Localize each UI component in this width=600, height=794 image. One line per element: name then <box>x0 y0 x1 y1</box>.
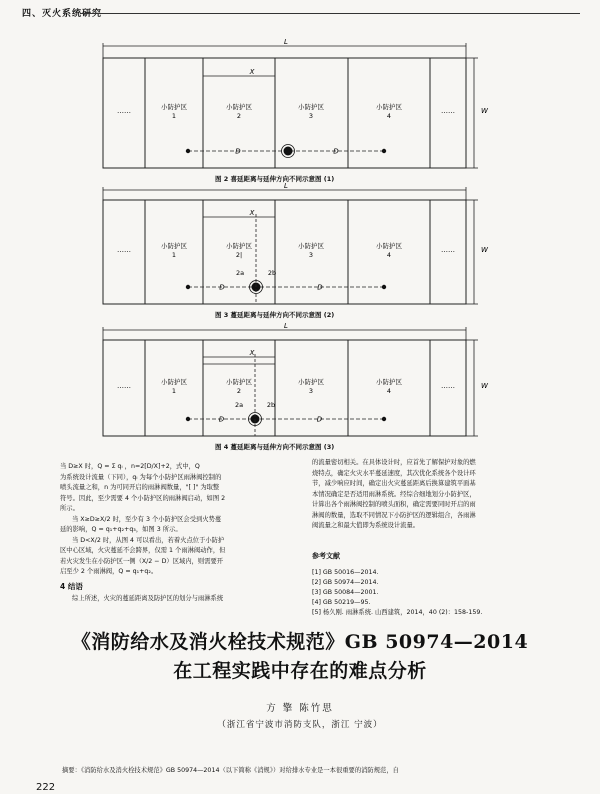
figure-3 <box>103 182 489 304</box>
fire-point-icon <box>284 147 293 156</box>
zone-number: 2 <box>236 112 242 120</box>
figure-4 <box>103 322 489 436</box>
paragraph-line: 当 D<X/2 时，从图 4 可以看出，若着火点位于小防护 <box>72 536 225 544</box>
article-affiliation: （浙江省宁波市消防支队，浙江 宁波） <box>217 720 383 730</box>
left-column-text <box>60 462 305 578</box>
dimension-label-W: W <box>481 107 488 115</box>
paragraph-line: 所示。 <box>60 505 79 512</box>
paragraph-line: 计算出各个雨淋阀控制的喷头面积，确定需要同时开启的雨 <box>312 501 476 508</box>
zone-number: 2 <box>236 387 242 395</box>
dimension-label-X: X <box>249 209 255 217</box>
conclusion-heading: 4 结语 <box>60 582 83 591</box>
distance-label: D <box>218 415 225 424</box>
zone-label: 小防护区 <box>226 103 252 111</box>
sub-zone-label: 2a <box>235 269 245 277</box>
building-outline <box>103 200 466 304</box>
zone-number: 3 <box>308 251 314 259</box>
dimension-label-L: L <box>284 182 288 190</box>
paragraph-line: 阀流量之和最大值即为系统设计流量。 <box>312 522 420 529</box>
paragraph-line: 的流量密切相关。在具体设计时，应首先了解保护对象的燃 <box>312 459 476 466</box>
zone-label: 小防护区 <box>376 242 402 250</box>
dimension-label-L: L <box>284 322 288 330</box>
paragraph-line: 烧特点，确定火灾水平蔓延速度，其次优化系统各个设计环 <box>312 469 476 477</box>
zone-label: 小防护区 <box>226 242 252 250</box>
distance-label: D <box>317 283 323 292</box>
paragraph-line: 当 D≥X 时，Q = Σ qᵢ ，n=2[D/X]+2，式中，Q <box>60 463 200 470</box>
article-title-line-1: 《消防给水及消火栓技术规范》GB 50974—2014 <box>71 631 529 653</box>
zone-label: 小防护区 <box>298 378 324 386</box>
paragraph-line: 喷头流量之和，n 为可同开启的雨淋阀数量，"[ ]" 为取整 <box>60 484 220 491</box>
paragraph-line: 若火灾发生在小防护区一侧（X/2 − D）区域内，则需要开 <box>60 557 224 565</box>
zone-number: 3 <box>308 387 314 395</box>
zone-label: 小防护区 <box>161 103 187 111</box>
ellipsis-right: …… <box>441 107 455 115</box>
sub-zone-label: 2b <box>267 269 277 277</box>
references-list <box>312 568 584 618</box>
paragraph-line: 符号。因此，至少需要 4 个小防护区的雨淋阀启动，如图 2 <box>60 494 226 502</box>
spread-endpoint <box>186 285 190 289</box>
zone-number: 1 <box>171 387 177 395</box>
paragraph-line: 节，减少响应时间，确定出火灾蔓延距离后换算建筑平面基 <box>312 480 476 487</box>
running-header: 四、灭火系统研究 <box>22 9 103 19</box>
distance-label: D <box>316 415 323 424</box>
reference-item: [2] GB 50974—2014. <box>312 579 379 586</box>
paragraph-line: 区中心区域，火灾蔓延不会跨界，仅需 1 个雨淋阀动作，但 <box>60 547 226 554</box>
zone-number: 4 <box>386 112 392 120</box>
spread-endpoint <box>382 149 386 153</box>
dimension-label-W: W <box>481 382 488 390</box>
spread-endpoint <box>186 417 190 421</box>
zone-number: 4 <box>386 251 392 259</box>
sub-zone-label: 2a <box>234 401 244 409</box>
reference-item: [5] 杨久刚. 雨淋系统. 山西建筑，2014，40 (2)：158-159. <box>312 609 483 616</box>
zone-number: 2| <box>235 251 243 259</box>
ellipsis-right: …… <box>441 382 455 390</box>
zone-label: 小防护区 <box>298 103 324 111</box>
distance-label: D <box>235 147 241 156</box>
zone-label: 小防护区 <box>161 242 187 250</box>
right-column-text <box>312 458 584 532</box>
figure-3-caption: 图 3 蔓延距离与延伸方向不同示意图 (2) <box>215 311 335 319</box>
figure-2 <box>103 38 489 168</box>
spread-endpoint <box>382 285 386 289</box>
article-abstract: 摘要：《消防给水及消火栓技术规范》GB 50974—2014（以下简称《消规》）对给排水专业是一本很重要的消防规范，自 <box>62 767 399 774</box>
ellipsis-left: …… <box>117 382 131 390</box>
spread-endpoint <box>186 149 190 153</box>
reference-item: [1] GB 50016—2014. <box>312 569 379 576</box>
paragraph-line: 淋阀的数量，选取不同情况下小防护区的逻辑组合，各雨淋 <box>312 511 476 519</box>
page-number: 222 <box>36 782 56 793</box>
figure-4-caption: 图 4 蔓延距离与延伸方向不同示意图 (3) <box>215 443 335 451</box>
zone-number: 3 <box>308 112 314 120</box>
zone-label: 小防护区 <box>161 378 187 386</box>
ellipsis-left: …… <box>117 246 131 254</box>
zone-number: 1 <box>171 251 177 259</box>
figure-2-caption: 图 2 喜延距离与延伸方向不同示意图 (1) <box>215 175 335 183</box>
distance-label: D <box>219 283 225 292</box>
article-title-line-2: 在工程实践中存在的难点分析 <box>173 660 427 682</box>
zone-number: 4 <box>386 387 392 395</box>
dimension-label-L: L <box>284 38 288 46</box>
article-authors: 方 擎 陈竹思 <box>266 703 334 714</box>
paragraph-line: 本情况确定是否适用雨淋系统。经综合细地划分小防护区， <box>312 490 476 498</box>
zone-label: 小防护区 <box>298 242 324 250</box>
zone-label: 小防护区 <box>376 103 402 111</box>
reference-item: [4] GB 50219—95. <box>312 599 371 606</box>
references-heading: 参考文献 <box>312 552 340 560</box>
dimension-label-W: W <box>481 246 488 254</box>
ellipsis-right: …… <box>441 246 455 254</box>
paragraph-line: 当 X≥D≥X/2 时，至少有 3 个小防护区会受到火势蔓 <box>72 515 222 523</box>
zone-label: 小防护区 <box>376 378 402 386</box>
building-outline <box>103 340 466 436</box>
paragraph-line: 为系统设计流量（下同），qᵢ 为每个小防护区雨淋阀控制的 <box>60 473 222 481</box>
zone-number: 1 <box>171 112 177 120</box>
reference-item: [3] GB 50084—2001. <box>312 589 379 596</box>
distance-label: D <box>333 147 339 156</box>
paragraph-line: 启至少 2 个雨淋阀，Q = q₁+q₂。 <box>60 568 158 575</box>
spread-endpoint <box>382 417 386 421</box>
sub-zone-label: 2b <box>266 401 276 409</box>
dimension-label-X: X <box>249 68 255 76</box>
zone-label: 小防护区 <box>226 378 252 386</box>
ellipsis-left: …… <box>117 107 131 115</box>
paragraph-line: 延的影响，Q = q₁+q₂+q₃，如图 3 所示。 <box>60 526 182 533</box>
dimension-label-X: X <box>249 349 255 357</box>
conclusion-text: 综上所述，火灾的蔓延距离及防护区的划分与雨淋系统 <box>72 595 224 602</box>
